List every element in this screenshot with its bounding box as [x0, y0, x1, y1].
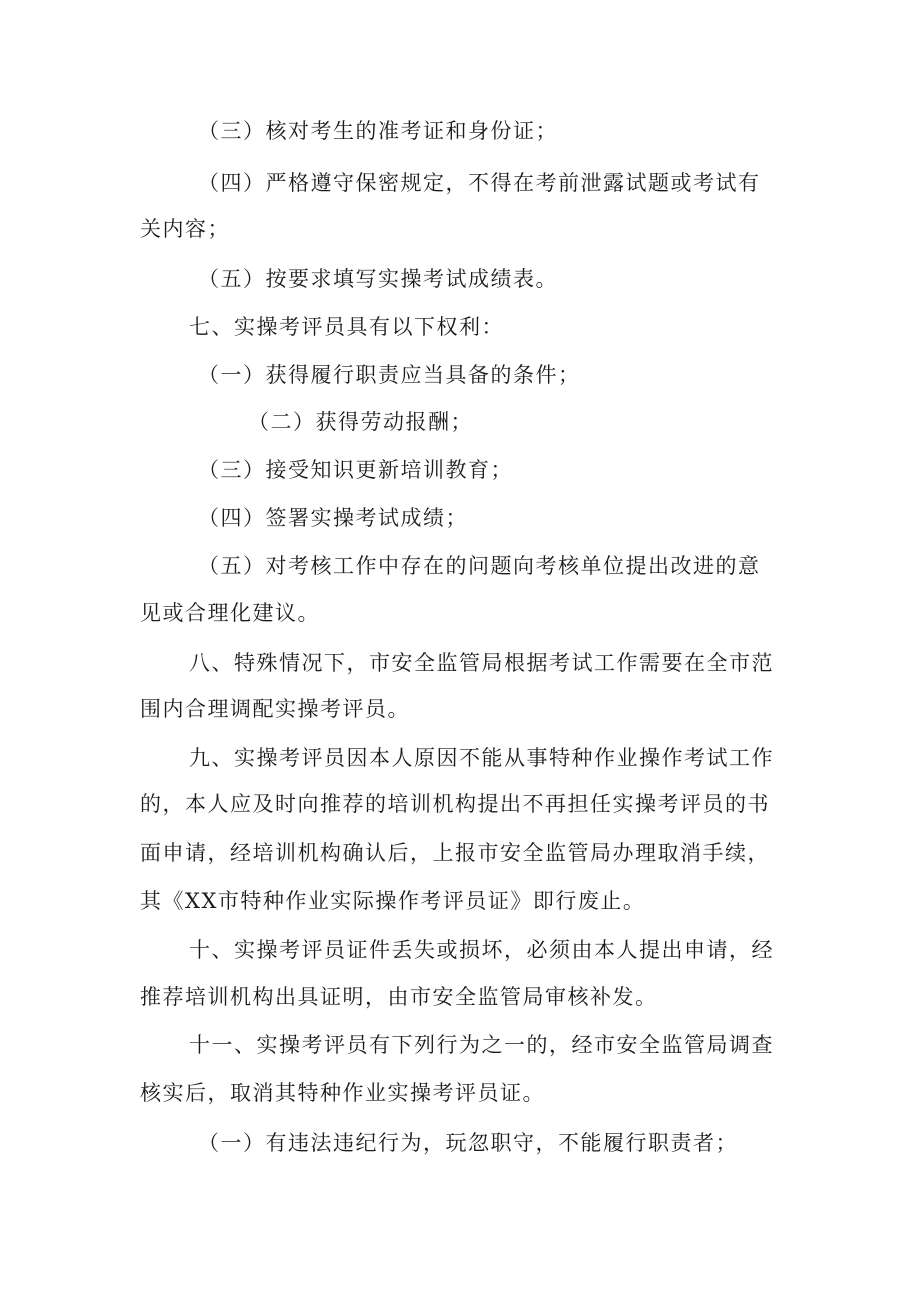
- line-16: 面申请，经培训机构确认后，上报市安全监管局办理取消手续，: [140, 841, 770, 865]
- line-18: 十、实操考评员证件丢失或损坏，必须由本人提出申请，经: [189, 938, 774, 962]
- line-1: （三）核对考生的准考证和身份证；: [198, 119, 558, 143]
- line-15: 的，本人应及时向推荐的培训机构提出不再担任实操考评员的书: [140, 792, 770, 816]
- line-8: （三）接受知识更新培训教育；: [198, 458, 513, 482]
- line-21: 核实后，取消其特种作业实操考评员证。: [140, 1081, 545, 1105]
- line-5: 七、实操考评员具有以下权利：: [189, 315, 504, 339]
- line-11: 见或合理化建议。: [140, 601, 320, 625]
- line-2: （四）严格遵守保密规定，不得在考前泄露试题或考试有: [198, 171, 761, 195]
- line-6: （一）获得履行职责应当具备的条件；: [198, 363, 581, 387]
- line-12: 八、特殊情况下，市安全监管局根据考试工作需要在全市范: [189, 651, 774, 675]
- line-3: 关内容；: [140, 217, 230, 241]
- line-20: 十一、实操考评员有下列行为之一的，经市安全监管局调查: [189, 1033, 774, 1057]
- line-4: （五）按要求填写实操考试成绩表。: [198, 267, 558, 291]
- line-13: 围内合理调配实操考评员。: [140, 697, 410, 721]
- line-10: （五）对考核工作中存在的问题向考核单位提出改进的意: [198, 554, 761, 578]
- line-19: 推荐培训机构出具证明，由市安全监管局审核补发。: [140, 985, 658, 1009]
- line-14: 九、实操考评员因本人原因不能从事特种作业操作考试工作: [189, 746, 774, 770]
- line-17: 其《XX市特种作业实际操作考评员证》即行废止。: [140, 889, 646, 913]
- line-9: （四）签署实操考试成绩；: [198, 506, 468, 530]
- line-22: （一）有违法违纪行为，玩忽职守，不能履行职责者；: [198, 1131, 738, 1155]
- line-7: （二）获得劳动报酬；: [248, 410, 473, 434]
